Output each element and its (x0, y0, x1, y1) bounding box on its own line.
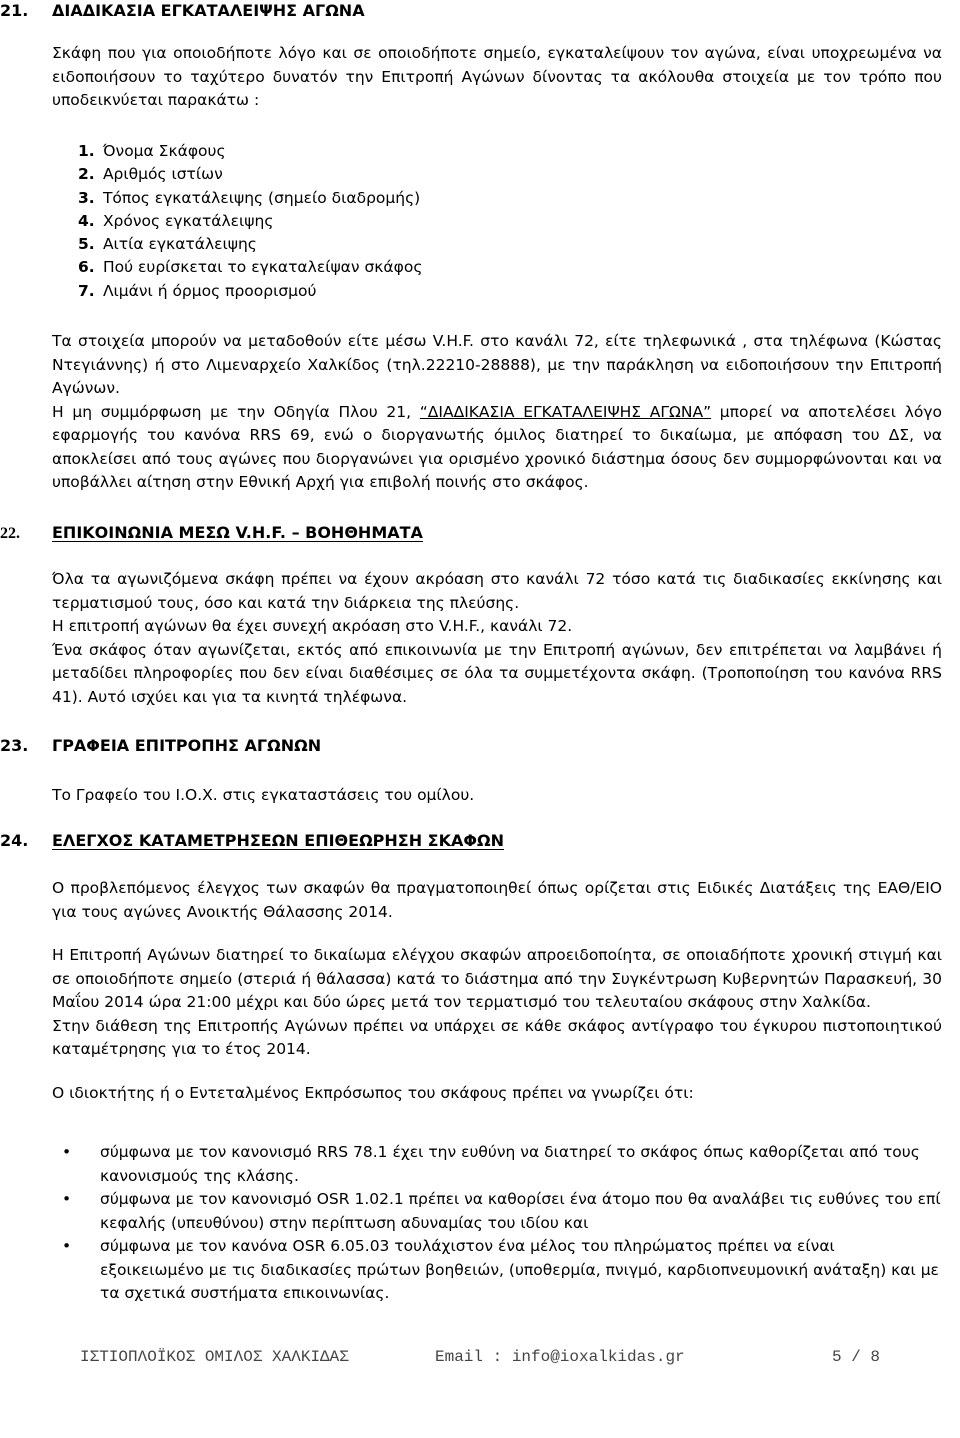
list-item: 5. Αιτία εγκατάλειψης (78, 235, 257, 254)
section-23-body (52, 784, 942, 808)
paragraph: Η Επιτροπή Αγώνων διατηρεί το δικαίωμα ελέγχου σκαφών απροειδοποίητα, σε οποιαδήποτε χρονική στιγμή και σε οποιοδήποτε σημείο (στεριά ή θάλασσα) κατά το διάστημα από την Συγκέντρωση Κυβερνητών Παρασκευή, 30 Μαΐου 2014 ώρα 21:00 μέχρι και δύο ώρες μετά τον τερματισμό του τελευταίου σκάφους στην Χαλκίδα. (52, 946, 942, 1011)
paragraph: Η μη συμμόρφωση με την Οδηγία Πλου 21, “ΔΙΑΔΙΚΑΣΙΑ ΕΓΚΑΤΑΛΕΙΨΗΣ ΑΓΩΝΑ” μπορεί να αποτελέσει λόγο εφαρμογής του κανόνα RRS 69, ενώ ο διοργανωτής όμιλος διατηρεί το δικαίωμα, με απόφαση του ΔΣ, να αποκλείσει από τους αγώνες που διοργανώνει για ορισμένο χρονικό διάστημα όσους δεν συμμορφώνονται και να υποβάλλει αίτηση στην Εθνική Αρχή για επιβολή ποινής στο σκάφος. (52, 402, 942, 491)
paragraph: Ο προβλεπόμενος έλεγχος των σκαφών θα πραγματοποιηθεί όπως ορίζεται στις Ειδικές Διατάξεις της ΕΑΘ/ΕΙΟ για τους αγώνες Ανοικτής Θάλασσης 2014. (52, 879, 942, 921)
section-24-heading (0, 831, 504, 850)
section-number: 21. (0, 1, 29, 20)
list-item: • σύμφωνα με τον κανονισμό OSR 1.02.1 πρέπει να καθορίσει ένα άτομο που θα αναλάβει τις ευθύνες του επί κεφαλής (υπευθύνου) στην περίπτωση αδυναμίας του ιδίου και (62, 1190, 941, 1232)
footer-page-number: 5 / 8 (832, 1348, 881, 1366)
list-item: • σύμφωνα με τον κανόνα OSR 6.05.03 τουλάχιστον ένα μέλος του πληρώματος πρέπει να είναι εξοικειωμένο με τις διαδικασίες πρώτων βοηθειών, (υποθερμία, πνιγμό, καρδιοπνευμονική ανάταξη) και με τα σχετικά συστήματα επικοινωνίας. (62, 1237, 939, 1302)
paragraph: Όλα τα αγωνιζόμενα σκάφη πρέπει να έχουν ακρόαση στο κανάλι 72 τόσο κατά τις διαδικασίες εκκίνησης και τερματισμού τους, όσο και κατά την διάρκεια της πλεύσης. (52, 570, 942, 612)
footer-email: Email : info@ioxalkidas.gr (435, 1348, 685, 1366)
paragraph: Τα στοιχεία μπορούν να μεταδοθούν είτε μέσω V.H.F. στο κανάλι 72, είτε τηλεφωνικά , στα τηλέφωνα (Κώστας Ντεγιάννης) ή στο Λιμεναρχείο Χαλκίδος (τηλ.22210-28888), με την παράκληση να ειδοποιήσουν την Επιτροπή Αγώνων. (52, 332, 942, 397)
section-title: ΔΙΑΔΙΚΑΣΙΑ ΕΓΚΑΤΑΛΕΙΨΗΣ ΑΓΩΝΑ (52, 1, 365, 20)
section-21-intro (52, 42, 942, 113)
section-24-body (52, 877, 942, 1105)
section-23-heading (0, 736, 321, 755)
paragraph: Το Γραφείο του Ι.Ο.Χ. στις εγκαταστάσεις του ομίλου. (52, 786, 475, 804)
footer-club-name: ΙΣΤΙΟΠΛΟΪΚΟΣ ΟΜΙΛΟΣ ΧΑΛΚΙΔΑΣ (80, 1348, 349, 1366)
bullet-icon: • (62, 1190, 72, 1208)
section-number: 24. (0, 831, 29, 850)
paragraph: Σκάφη που για οποιοδήποτε λόγο και σε οποιοδήποτε σημείο, εγκαταλείψουν τον αγώνα, είναι υποχρεωμένα να ειδοποιήσουν το ταχύτερο δυνατόν την Επιτροπή Αγώνων δίνοντας τα ακόλουθα στοιχεία με τον τρόπο που υποδεικνύεται παρακάτω : (52, 44, 942, 109)
list-item: 6. Πού ευρίσκεται το εγκαταλείψαν σκάφος (78, 258, 423, 277)
section-22-heading (0, 523, 423, 543)
section-22-body (52, 568, 942, 709)
instruction-reference: “ΔΙΑΔΙΚΑΣΙΑ ΕΓΚΑΤΑΛΕΙΨΗΣ ΑΓΩΝΑ” (419, 402, 712, 421)
required-info-list (78, 140, 422, 303)
paragraph: Στην διάθεση της Επιτροπής Αγώνων πρέπει να υπάρχει σε κάθε σκάφος αντίγραφο του έγκυρου πιστοποιητικού καταμέτρησης για το έτος 2014. (52, 1016, 942, 1058)
paragraph: Ο ιδιοκτήτης ή ο Εντεταλμένος Εκπρόσωπος του σκάφους πρέπει να γνωρίζει ότι: (52, 1083, 694, 1102)
paragraph: Η επιτροπή αγώνων θα έχει συνεχή ακρόαση στο V.H.F., κανάλι 72. (52, 617, 573, 635)
section-title: ΓΡΑΦΕΙΑ ΕΠΙΤΡΟΠΗΣ ΑΓΩΝΩΝ (52, 736, 322, 755)
bullet-icon: • (62, 1237, 72, 1255)
list-item: • σύμφωνα με τον κανονισμό RRS 78.1 έχει την ευθύνη να διατηρεί το σκάφος όπως καθορίζεται από τους κανονισμούς της κλάσης. (62, 1143, 920, 1185)
list-item: 3. Τόπος εγκατάλειψης (σημείο διαδρομής) (78, 188, 421, 207)
list-item: 4. Χρόνος εγκατάλειψης (78, 211, 274, 230)
list-item: 7. Λιμάνι ή όρμος προορισμού (78, 281, 317, 300)
owner-obligations-list (52, 1141, 942, 1306)
list-item: 1. Όνομα Σκάφους (78, 142, 226, 160)
section-number: 22. (0, 525, 20, 542)
section-number: 23. (0, 736, 29, 755)
section-21-body (52, 330, 942, 495)
section-title: ΕΠΙΚΟΙΝΩΝΙΑ ΜΕΣΩ V.H.F. – ΒΟΗΘΗΜΑΤΑ (52, 523, 423, 542)
section-title: ΕΛΕΓΧΟΣ ΚΑΤΑΜΕΤΡΗΣΕΩΝ ΕΠΙΘΕΩΡΗΣΗ ΣΚΑΦΩΝ (52, 831, 504, 850)
paragraph: Ένα σκάφος όταν αγωνίζεται, εκτός από επικοινωνία με την Επιτροπή αγώνων, δεν επιτρέπεται να λαμβάνει ή μεταδίδει πληροφορίες που δεν είναι διαθέσιμες σε όλα τα συμμετέχοντα σκάφη. (Τροποποίηση του κανόνα RRS 41). Αυτό ισχύει και για τα κινητά τηλέφωνα. (52, 640, 942, 706)
list-item: 2. Αριθμός ιστίων (78, 165, 223, 184)
page-footer (0, 1348, 960, 1438)
bullet-icon: • (62, 1143, 72, 1161)
section-21-heading (0, 1, 365, 20)
